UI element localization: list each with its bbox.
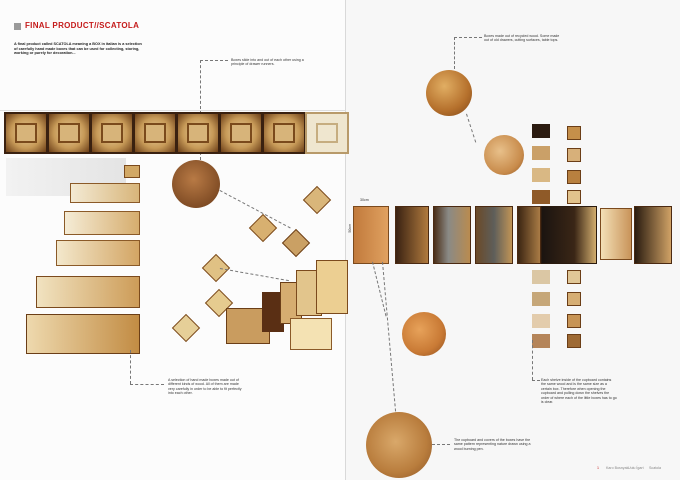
box-stack-open [290, 318, 332, 350]
wood-sample [532, 190, 550, 204]
footer-author: Karo Bosnyak [606, 466, 629, 470]
note-selection: A selection of hand made boxes made out of different kinds of wood. All of them are made very carefully in order to be able to fit perfectly into each other. [168, 378, 242, 396]
cupboard-open [475, 206, 513, 264]
leader-line [432, 444, 450, 445]
detail-circle [172, 160, 220, 208]
wood-sample [532, 168, 550, 182]
cupboard-shelves [517, 206, 541, 264]
box-small [567, 126, 581, 140]
leader-line [200, 60, 228, 61]
detail-circle [484, 135, 524, 175]
footer-number: 1 [597, 466, 599, 470]
leader-line [454, 37, 482, 38]
box-top-view [47, 112, 91, 154]
strip-edge [0, 110, 346, 111]
detail-circle [402, 312, 446, 356]
cupboard-opening [395, 206, 429, 264]
footer-subject: Uulu Ígart [628, 466, 644, 470]
box-top-view [133, 112, 177, 154]
wood-sample [532, 334, 550, 348]
box-stack [26, 314, 140, 354]
wood-sample [532, 270, 550, 284]
wood-sample [532, 124, 550, 138]
title-marker [14, 23, 21, 30]
note-cupboard: The cupboard and covers of the boxes have the same pattern representing nature drawn using a wood burning pen. [454, 438, 531, 451]
cupboard-shelves [541, 206, 597, 264]
box-top-view [262, 112, 306, 154]
box-small [567, 314, 581, 328]
box-top-view [4, 112, 48, 154]
box-stack [70, 183, 140, 203]
box-stack [64, 211, 140, 235]
box-small [567, 190, 581, 204]
title-suffix: //SCATOLA [94, 21, 140, 30]
note-recycled: Boxes made out of recycled wood. Some made out of old drawers, cutting surfaces, table tops. [484, 34, 560, 43]
wood-sample [532, 146, 550, 160]
leader-line [532, 340, 533, 380]
wood-sample [532, 314, 550, 328]
box-small [567, 170, 581, 184]
box-small [567, 270, 581, 284]
box-top-view [219, 112, 263, 154]
box-stack-open [316, 260, 348, 314]
box-small [567, 148, 581, 162]
cupboard-filled [600, 208, 632, 260]
page-fold [345, 0, 346, 480]
box-stack [56, 240, 140, 266]
cupboard-open [433, 206, 471, 264]
note-drawer: Boxes slide into and out of each other using a principle of drawer runners. [231, 58, 304, 67]
box-top-view [305, 112, 349, 154]
box-top-view [176, 112, 220, 154]
box-small [567, 292, 581, 306]
leader-line [532, 380, 540, 381]
footer-project: Scatola [649, 466, 661, 470]
page-title [25, 21, 139, 30]
intro-text: A final product called SCATOLA meaning a BOX in italian is a selection of carefully hand made boxes that can be used for collecting, storing, working or purely for decoration... [14, 42, 142, 56]
leader-line [130, 350, 131, 384]
note-shelves: Each shelve inside of the cupboard contains the same wood and is the same size as a certain box. Therefore when opening the cupboard and pulling down the shelves the order of where each of the little boxes has to go is clear. [541, 378, 617, 405]
cupboard-closed [353, 206, 389, 264]
box-stack [36, 276, 140, 308]
title-prefix: FINAL PRODUCT [25, 21, 95, 30]
cupboard-filled [634, 206, 672, 264]
leader-line [454, 37, 455, 69]
leader-line [130, 384, 164, 385]
box-small [567, 334, 581, 348]
detail-circle [366, 412, 432, 478]
height-label: 50cm [348, 223, 353, 233]
width-label: 30cm [360, 198, 369, 202]
detail-circle [426, 70, 472, 116]
box-top-view [90, 112, 134, 154]
wood-sample [532, 292, 550, 306]
box-stack [124, 165, 140, 178]
